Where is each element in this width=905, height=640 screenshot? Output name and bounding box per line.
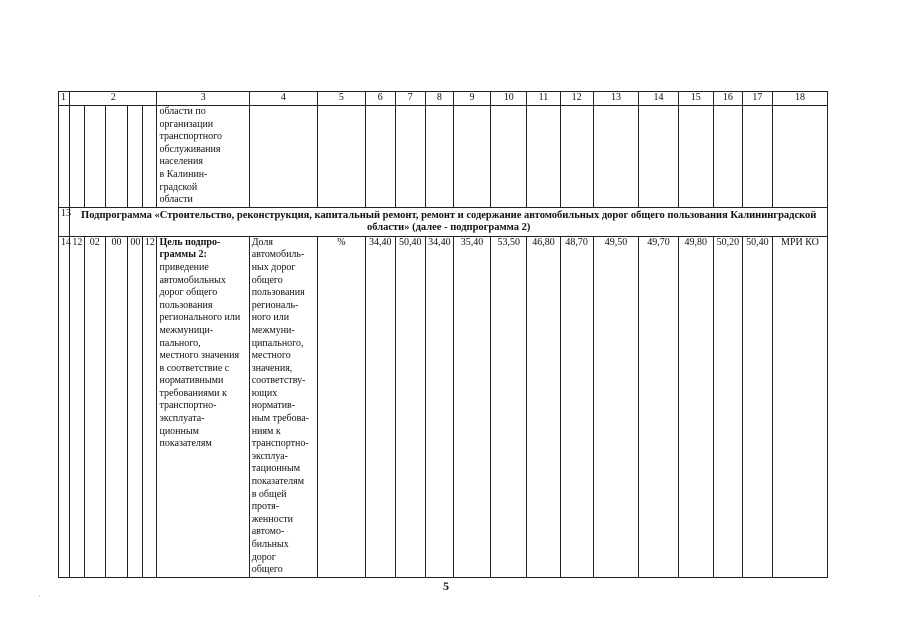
empty-cell xyxy=(365,106,395,208)
header-cell: 12 xyxy=(560,92,593,106)
header-cell: 4 xyxy=(249,92,317,106)
header-cell: 5 xyxy=(318,92,366,106)
code-cell: 12 xyxy=(70,236,85,577)
value-cell: 50,20 xyxy=(713,236,742,577)
header-cell: 9 xyxy=(453,92,490,106)
value-cell: 35,40 xyxy=(453,236,490,577)
unit-cell: % xyxy=(318,236,366,577)
indicator-cell: Доля автомобиль- ных дорог общего пользования региональ- ного или межмуни- ципального, местного значения, соответству- ющих норматив- ным требова- ниям к транспортно- эксплуа- тационным показателям в общей протя- женности автомо- бильных дорог общего xyxy=(249,236,317,577)
empty-cell xyxy=(772,106,827,208)
empty-cell xyxy=(527,106,560,208)
header-cell: 8 xyxy=(425,92,453,106)
header-cell: 10 xyxy=(491,92,527,106)
header-cell: 16 xyxy=(713,92,742,106)
page-number: 5 xyxy=(443,579,449,593)
header-cell: 11 xyxy=(527,92,560,106)
header-cell: 13 xyxy=(593,92,639,106)
value-cell: 48,70 xyxy=(560,236,593,577)
header-cell: 7 xyxy=(395,92,425,106)
code-cell: 00 xyxy=(105,236,128,577)
continuation-row xyxy=(59,106,828,208)
value-cell: 49,50 xyxy=(593,236,639,577)
empty-cell xyxy=(142,106,157,208)
empty-cell xyxy=(425,106,453,208)
header-cell: 17 xyxy=(742,92,772,106)
data-row xyxy=(59,236,828,577)
executor-cell: МРИ КО xyxy=(772,236,827,577)
empty-cell xyxy=(491,106,527,208)
empty-cell xyxy=(742,106,772,208)
empty-cell xyxy=(395,106,425,208)
header-cell: 1 xyxy=(59,92,70,106)
scan-speck: · xyxy=(38,592,41,601)
value-cell: 49,80 xyxy=(678,236,713,577)
empty-cell xyxy=(639,106,678,208)
empty-cell xyxy=(560,106,593,208)
code-cell: 00 xyxy=(128,236,143,577)
empty-cell xyxy=(453,106,490,208)
header-cell: 18 xyxy=(772,92,827,106)
subprogram-title: Подпрограмма «Строительство, реконструкция, капитальный ремонт, ремонт и содержание автомобильных дорог общего пользования Калининградской области» (далее - подпрограмма 2) xyxy=(70,207,828,236)
value-cell: 34,40 xyxy=(365,236,395,577)
header-row xyxy=(59,92,828,106)
value-cell: 49,70 xyxy=(639,236,678,577)
row-number: 13 xyxy=(59,207,70,236)
empty-cell xyxy=(249,106,317,208)
empty-cell xyxy=(713,106,742,208)
code-cell: 02 xyxy=(84,236,105,577)
subprogram-row xyxy=(59,207,828,236)
goal-text: приведение автомобильных дорог общего пользования регионального или межмуници- пального, местного значения в соответствие с нормативными требованиями к транспортно- эксплуата- ционным показателям xyxy=(159,261,241,450)
empty-cell xyxy=(593,106,639,208)
empty-cell xyxy=(84,106,105,208)
value-cell: 34,40 xyxy=(425,236,453,577)
code-cell: 12 xyxy=(142,236,157,577)
value-cell: 50,40 xyxy=(742,236,772,577)
empty-cell xyxy=(59,106,70,208)
header-cell: 2 xyxy=(70,92,157,106)
header-cell: 14 xyxy=(639,92,678,106)
value-cell: 46,80 xyxy=(527,236,560,577)
goal-cell xyxy=(157,236,249,577)
empty-cell xyxy=(128,106,143,208)
goal-title: Цель подпро- граммы 2: xyxy=(159,236,221,261)
row-number: 14 xyxy=(59,236,70,577)
header-cell: 3 xyxy=(157,92,249,106)
indicators-table xyxy=(58,91,828,578)
empty-cell xyxy=(678,106,713,208)
header-cell: 15 xyxy=(678,92,713,106)
value-cell: 50,40 xyxy=(395,236,425,577)
continuation-description: области по организации транспортного обслуживания населения в Калинин- градской области xyxy=(157,106,249,208)
value-cell: 53,50 xyxy=(491,236,527,577)
empty-cell xyxy=(318,106,366,208)
empty-cell xyxy=(105,106,128,208)
header-cell: 6 xyxy=(365,92,395,106)
empty-cell xyxy=(70,106,85,208)
